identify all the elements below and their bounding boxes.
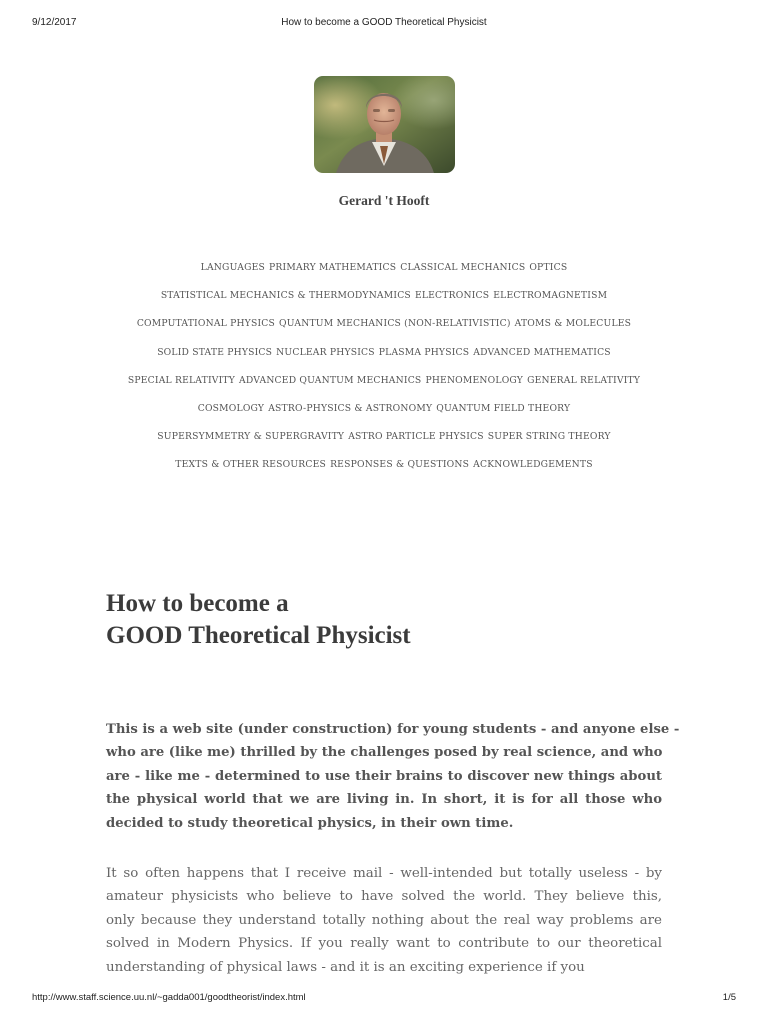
nav-link[interactable]: SPECIAL RELATIVITY: [127, 374, 236, 386]
nav-row: [0, 459, 768, 487]
nav-row: [0, 318, 768, 346]
topic-navigation: [0, 262, 768, 488]
print-footer: [0, 992, 768, 1006]
intro-line: decided to study theoretical physics, in their own time.: [106, 815, 514, 831]
nav-link[interactable]: PRIMARY MATHEMATICS: [269, 262, 397, 273]
intro-line: This is a web site (under construction) for young students - and anyone else -: [106, 722, 680, 737]
nav-link[interactable]: ELECTRONICS: [414, 290, 490, 302]
nav-row: [0, 403, 768, 431]
portrait-photo: [314, 76, 455, 173]
nav-link[interactable]: LANGUAGES: [200, 262, 266, 273]
nav-link[interactable]: ACKNOWLEDGEMENTS: [473, 459, 593, 471]
intro-line: who are (like me) thrilled by the challenges posed by real science, and who: [106, 745, 663, 761]
nav-link[interactable]: SUPERSYMMETRY & SUPERGRAVITY: [157, 431, 345, 443]
nav-row: [0, 290, 768, 318]
nav-link[interactable]: TEXTS & OTHER RESOURCES: [175, 459, 327, 471]
nav-link[interactable]: PHENOMENOLOGY: [425, 374, 524, 386]
nav-link[interactable]: ATOMS & MOLECULES: [514, 318, 632, 330]
print-page-title: How to become a GOOD Theoretical Physicist: [281, 17, 487, 28]
print-header: [0, 17, 768, 31]
print-url: http://www.staff.science.uu.nl/~gadda001/goodtheorist/index.html: [32, 992, 306, 1003]
nav-link[interactable]: PLASMA PHYSICS: [378, 346, 470, 358]
nav-link[interactable]: NUCLEAR PHYSICS: [276, 346, 375, 358]
page-number: 1/5: [722, 992, 736, 1003]
nav-link[interactable]: COMPUTATIONAL PHYSICS: [136, 318, 275, 330]
portrait-image: [314, 76, 455, 173]
article-title-line-1: How to become a: [106, 590, 289, 617]
author-name: Gerard 't Hooft: [338, 193, 430, 208]
article-title-line-2: GOOD Theoretical Physicist: [106, 622, 411, 649]
nav-link[interactable]: RESPONSES & QUESTIONS: [330, 459, 470, 471]
nav-row: [0, 431, 768, 459]
nav-link[interactable]: COSMOLOGY: [197, 402, 265, 414]
intro-line: the physical world that we are living in. In short, it is for all those who: [106, 792, 662, 808]
nav-link[interactable]: QUANTUM MECHANICS (NON-RELATIVISTIC): [279, 318, 511, 330]
body-paragraph: [106, 862, 662, 988]
nav-link[interactable]: SUPER STRING THEORY: [487, 431, 611, 443]
nav-link[interactable]: GENERAL RELATIVITY: [527, 374, 641, 386]
nav-link[interactable]: ASTRO PARTICLE PHYSICS: [348, 431, 484, 443]
nav-link[interactable]: STATISTICAL MECHANICS & THERMODYNAMICS: [160, 290, 411, 302]
nav-link[interactable]: ADVANCED QUANTUM MECHANICS: [239, 374, 422, 386]
body-line: understanding of physical laws - and it is an exciting experience if you: [106, 959, 585, 975]
nav-link[interactable]: CLASSICAL MECHANICS: [400, 262, 526, 273]
nav-link[interactable]: SOLID STATE PHYSICS: [157, 346, 273, 358]
nav-row: [0, 347, 768, 375]
nav-row: [0, 375, 768, 403]
print-date: 9/12/2017: [32, 17, 77, 28]
nav-link[interactable]: QUANTUM FIELD THEORY: [436, 402, 571, 414]
body-line: solved in Modern Physics. If you really want to contribute to our theoretical: [106, 936, 662, 952]
body-line: amateur physicists who believe to have solved the world. They believe this,: [106, 889, 662, 905]
intro-paragraph: [106, 718, 680, 835]
article-title: [106, 588, 411, 652]
body-line: only because they understand totally nothing about the real way problems are: [106, 912, 662, 928]
nav-row: [0, 262, 768, 290]
nav-link[interactable]: ASTRO-PHYSICS & ASTRONOMY: [268, 402, 433, 414]
nav-link[interactable]: ADVANCED MATHEMATICS: [473, 346, 611, 358]
body-line: It so often happens that I receive mail - well-intended but totally useless - by: [106, 866, 662, 881]
nav-link[interactable]: ELECTROMAGNETISM: [493, 290, 608, 302]
intro-line: are - like me - determined to use their brains to discover new things about: [106, 768, 662, 784]
nav-link[interactable]: OPTICS: [529, 262, 568, 273]
